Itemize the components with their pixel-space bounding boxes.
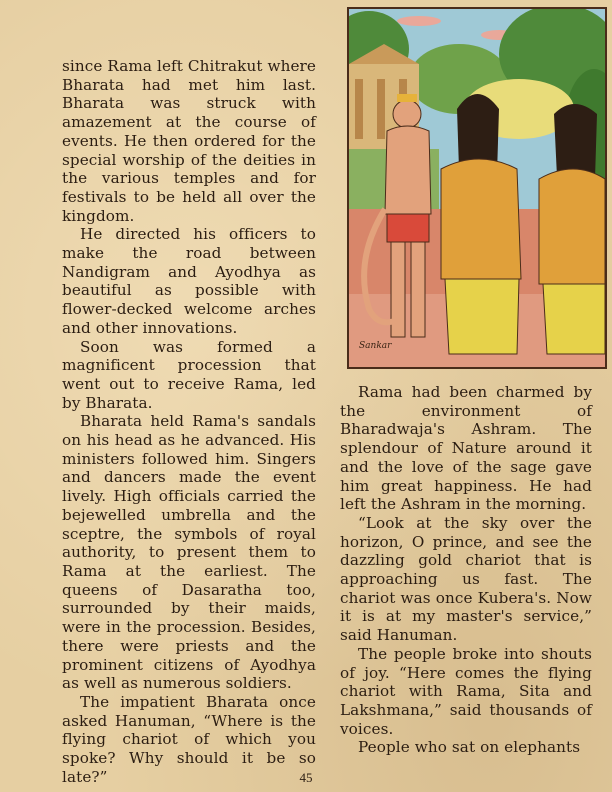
- paragraph: The people broke into shouts of joy. “Here comes the flying chariot with Rama, Sita and Lakshmana,” said thousands of voices.: [340, 644, 592, 738]
- paragraph: “Look at the sky over the horizon, O prince, and see the dazzling gold chariot that is approaching us fast. The chariot was once Kubera's. Now it is at my master's service,” said Hanuman.: [340, 513, 592, 645]
- paragraph: since Rama left Chitrakut where Bharata had met him last. Bharata was struck with amazement at the course of events. He then ordered for the special worship of the deities in the various temples and for festivals to be held all over the kingdom.: [62, 57, 316, 225]
- paragraph: Soon was formed a magnificent procession that went out to receive Rama, led by Bharata.: [62, 337, 316, 412]
- paragraph: Rama had been charmed by the environment of Bharadwaja's Ashram. The splendour of Nature around it and the love of the sage gave him great happiness. He had left the Ashram in the morning.: [340, 383, 592, 514]
- left-text-column: [62, 57, 316, 786]
- artist-signature: Sankar: [359, 341, 392, 351]
- paragraph: He directed his officers to make the road between Nandigram and Ayodhya as beautiful as possible with flower-decked welcome arches and other innovations.: [62, 225, 316, 337]
- right-text-column: [340, 383, 592, 757]
- paragraph: Bharata held Rama's sandals on his head as he advanced. His ministers followed him. Singers and dancers made the event lively. High officials carried the bejewelled umbrella and the sceptre, the symbols of royal authority, to present them to Rama at the earliest. The queens of Dasaratha too, surrounded by their maids, were in the procession. Besides, there were priests and the prominent citizens of Ayodhya as well as numerous soldiers.: [62, 412, 316, 693]
- paragraph: People who sat on elephants: [358, 738, 581, 757]
- page-number: 45: [299, 770, 313, 785]
- illustration-art: [349, 9, 605, 367]
- story-illustration: [347, 7, 607, 369]
- paragraph: The impatient Bharata once asked Hanuman, “Where is the flying chariot of which you spoke? Why should it be so late?”: [62, 692, 316, 786]
